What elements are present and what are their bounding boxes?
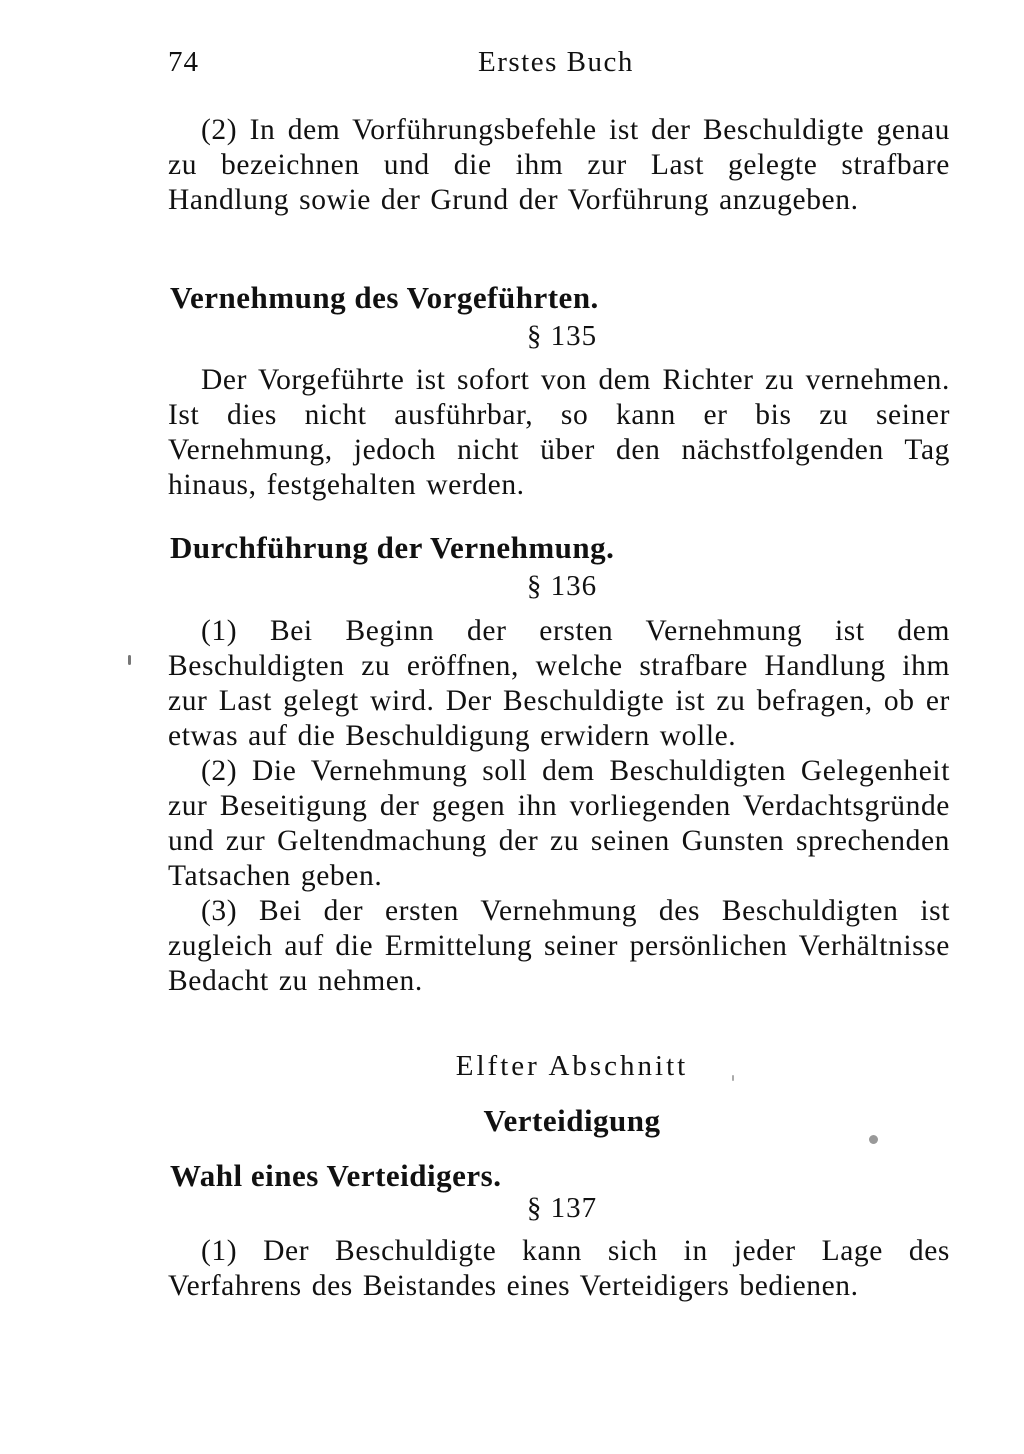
page-header: [168, 46, 950, 86]
paragraph: (1) Bei Beginn der ersten Vernehmung ist dem Beschuldigten zu eröffnen, welche strafbare Handlung ihm zur Last gelegt wird. Der Beschuldigte ist zu befragen, ob er etwas auf die Beschuldigung erwidern wolle.: [168, 615, 950, 752]
page-number: 74: [168, 46, 199, 78]
section-135-text: [168, 363, 950, 503]
paragraph: (2) Die Vernehmung soll dem Beschuldigten Gelegenheit zur Beseitigung der gegen ihn vorliegenden Verdachtsgründe und zur Geltendmachung der zu seinen Gunsten sprechenden Tatsachen geben.: [168, 755, 950, 892]
section-136-text: [168, 614, 950, 999]
section-137-text: [168, 1234, 950, 1304]
paragraph: Der Vorgeführte ist sofort von dem Richter zu vernehmen. Ist dies nicht ausführbar, so kann er bis zu seiner Vernehmung, jedoch nicht über den nächstfolgenden Tag hinaus, festgehalten werden.: [168, 364, 950, 501]
section-heading-135: Vernehmung des Vorgeführten.: [170, 280, 599, 315]
paragraph: (3) Bei der ersten Vernehmung des Beschuldigten ist zugleich auf die Ermittelung seiner persönlichen Verhältnisse Bedacht zu nehmen.: [168, 895, 950, 997]
scan-speck: [732, 1075, 734, 1081]
paragraph: (2) In dem Vorführungsbefehle ist der Beschuldigte genau zu bezeichnen und die ihm zur Last gelegte strafbare Handlung sowie der Grund der Vorführung anzugeben.: [168, 114, 950, 216]
intro-text-block: [168, 113, 950, 218]
section-heading-137: Wahl eines Verteidigers.: [170, 1158, 502, 1193]
scan-speck: [128, 655, 131, 665]
section-number-137: § 137: [526, 1192, 598, 1224]
chapter-subtitle: Verteidigung: [483, 1103, 661, 1138]
section-heading-136: Durchführung der Vernehmung.: [170, 530, 615, 565]
section-number-135: § 135: [526, 320, 598, 352]
chapter-title: Elfter Abschnitt: [455, 1050, 689, 1082]
running-title: Erstes Buch: [478, 46, 634, 78]
section-number-136: § 136: [526, 570, 598, 602]
paragraph: (1) Der Beschuldigte kann sich in jeder Lage des Verfahrens des Beistandes eines Verteidigers bedienen.: [168, 1235, 950, 1302]
scan-speck: [869, 1135, 878, 1144]
